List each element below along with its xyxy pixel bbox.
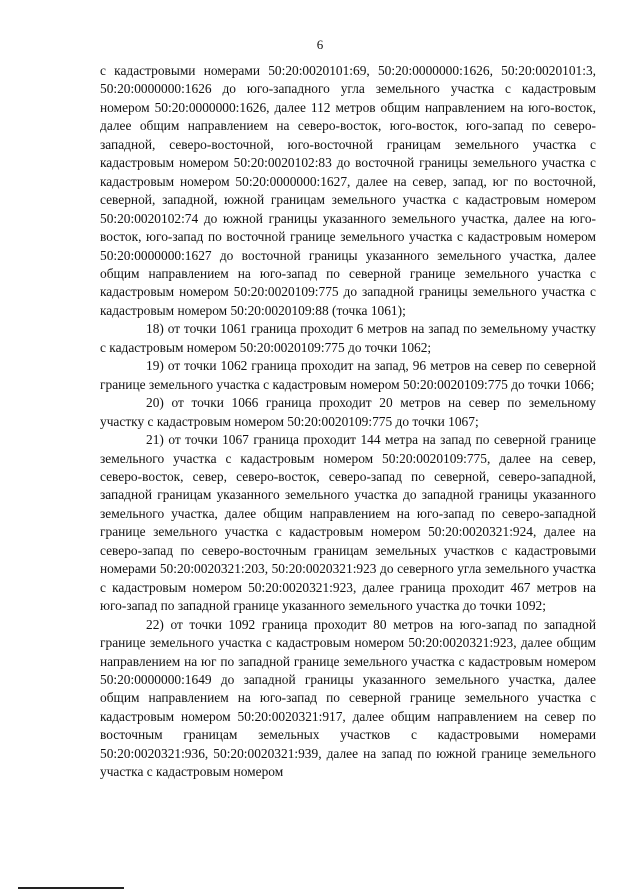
footnote-divider [18,887,124,889]
document-body [100,62,596,782]
page-number: 6 [316,37,324,52]
paragraph-item-22: 22) от точки 1092 граница проходит 80 метров на юго-запад по западной границе земельного участка с кадастровым номером 50:20:0020321:923, далее общим направлением на юг по западной границе земельного участка с кадастровым номером 50:20:0000000:1649 до западной границы указанного земельного участка, далее общим направлением на юго-запад по северной границе земельного участка с кадастровым номером 50:20:0020321:917, далее общим направлением на север по восточным границам земельных участков с кадастровыми номерами 50:20:0020321:936, 50:20:0020321:939, далее на запад по южной границе земельного участка с кадастровым номером [100,616,596,780]
paragraph-item-20: 20) от точки 1066 граница проходит 20 метров на север по земельному участку с кадастровым номером 50:20:0020109:775 до точки 1067; [100,395,596,429]
paragraph-item-19: 19) от точки 1062 граница проходит на запад, 96 метров на север по северной границе земельного участка с кадастровым номером 50:20:0020109:775 до точки 1066; [100,358,596,392]
paragraph-item-18: 18) от точки 1061 граница проходит 6 метров на запад по земельному участку с кадастровым номером 50:20:0020109:775 до точки 1062; [100,321,596,355]
paragraph-continuation: с кадастровыми номерами 50:20:0020101:69, 50:20:0000000:1626, 50:20:0020101:3, 50:20:0000000:1626 до юго-западного угла земельного участка с кадастровым номером 50:20:0000000:1626, далее 112 метров общим направлением на юго-восток, далее общим направлением на северо-восток, юго-восток, юго-запад по северо-западной, северо-восточной, юго-восточной границам земельного участка с кадастровым номером 50:20:0020102:83 до восточной границы земельного участка с кадастровым номером 50:20:0000000:1627, далее на север, запад, юг по восточной, северной, западной, южной границам земельного участка с кадастровым номером 50:20:0020102:74 до южной границы указанного земельного участка, далее на юго-восток, юго-запад по восточной границе земельного участка с кадастровым номером 50:20:0000000:1627 до восточной границы указанного земельного участка, далее общим направлением на юго-запад по северной границе земельного участка с кадастровым номером 50:20:0020109:775 до западной границы земельного участка с кадастровым номером 50:20:0020109:88 (точка 1061); [100,63,596,318]
paragraph-item-21: 21) от точки 1067 граница проходит 144 метра на запад по северной границе земельного участка с кадастровым номером 50:20:0020109:775, далее на север, северо-восток, север, северо-восток, северо-запад по северной, северо-западной, западной границам указанного земельного участка до западной границы указанного земельного участка, далее общим направлением на юго-запад по северо-западной границе земельного участка с кадастровым номером 50:20:0020321:924, далее на северо-запад по северо-восточным границам земельных участков с кадастровыми номерами 50:20:0020321:203, 50:20:0020321:923 до северного угла земельного участка с кадастровым номером 50:20:0020321:923, далее граница проходит 467 метров на юго-запад по западной границе указанного земельного участка до точки 1092; [100,432,596,614]
